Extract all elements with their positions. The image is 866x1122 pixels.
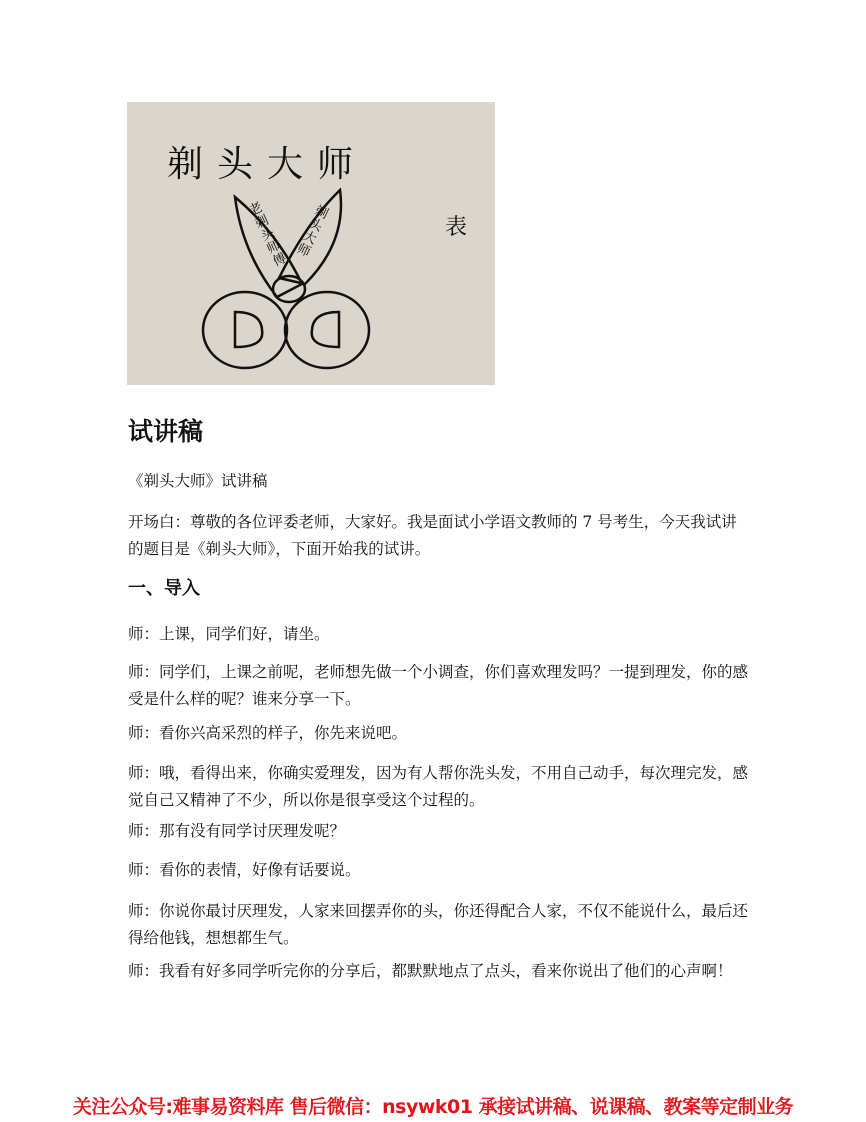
paragraph-subtitle: 《剃头大师》试讲稿: [128, 472, 268, 490]
dialogue-line: 师：同学们，上课之前呢，老师想先做一个小调查，你们喜欢理发吗？一提到理发，你的感受是什么样的呢？谁来分享一下。: [128, 663, 749, 708]
dialogue-line: 师：上课，同学们好，请坐。: [128, 625, 330, 643]
right-blade-label: 剃头大师: [292, 201, 330, 259]
left-blade-label: 老剃头师傅: [244, 200, 288, 270]
paragraph-opening: 开场白：尊敬的各位评委老师，大家好。我是面试小学语文教师的 7 号考生，今天我试讲的题目是《剃头大师》，下面开始我的试讲。: [128, 513, 737, 558]
dialogue-line: 师：你说你最讨厌理发，人家来回摆弄你的头，你还得配合人家，不仅不能说什么，最后还得给他钱，想想都生气。: [128, 902, 749, 947]
dialogue-line: 师：我看有好多同学听完你的分享后，都默默地点了点头，看来你说出了他们的心声啊！: [128, 962, 733, 980]
handwritten-title: 剃头大师: [167, 144, 368, 185]
document-title: 试讲稿: [128, 417, 204, 446]
scissors-drawing-photo: [127, 102, 495, 385]
handwritten-side-note: 表: [445, 215, 468, 240]
section-heading-intro: 一、导入: [128, 578, 200, 599]
dialogue-line: 师：那有没有同学讨厌理发呢？: [128, 822, 346, 840]
dialogue-line: 师：哦，看得出来，你确实爱理发，因为有人帮你洗头发，不用自己动手，每次理完发，感觉自己又精神了不少，所以你是很享受这个过程的。: [128, 764, 749, 809]
dialogue-line: 师：看你的表情，好像有话要说。: [128, 861, 361, 879]
dialogue-line: 师：看你兴高采烈的样子，你先来说吧。: [128, 724, 408, 742]
footer-banner: 关注公众号:难事易资料库 售后微信：nsywk01 承接试讲稿、说课稿、教案等定制业务: [72, 1096, 794, 1118]
